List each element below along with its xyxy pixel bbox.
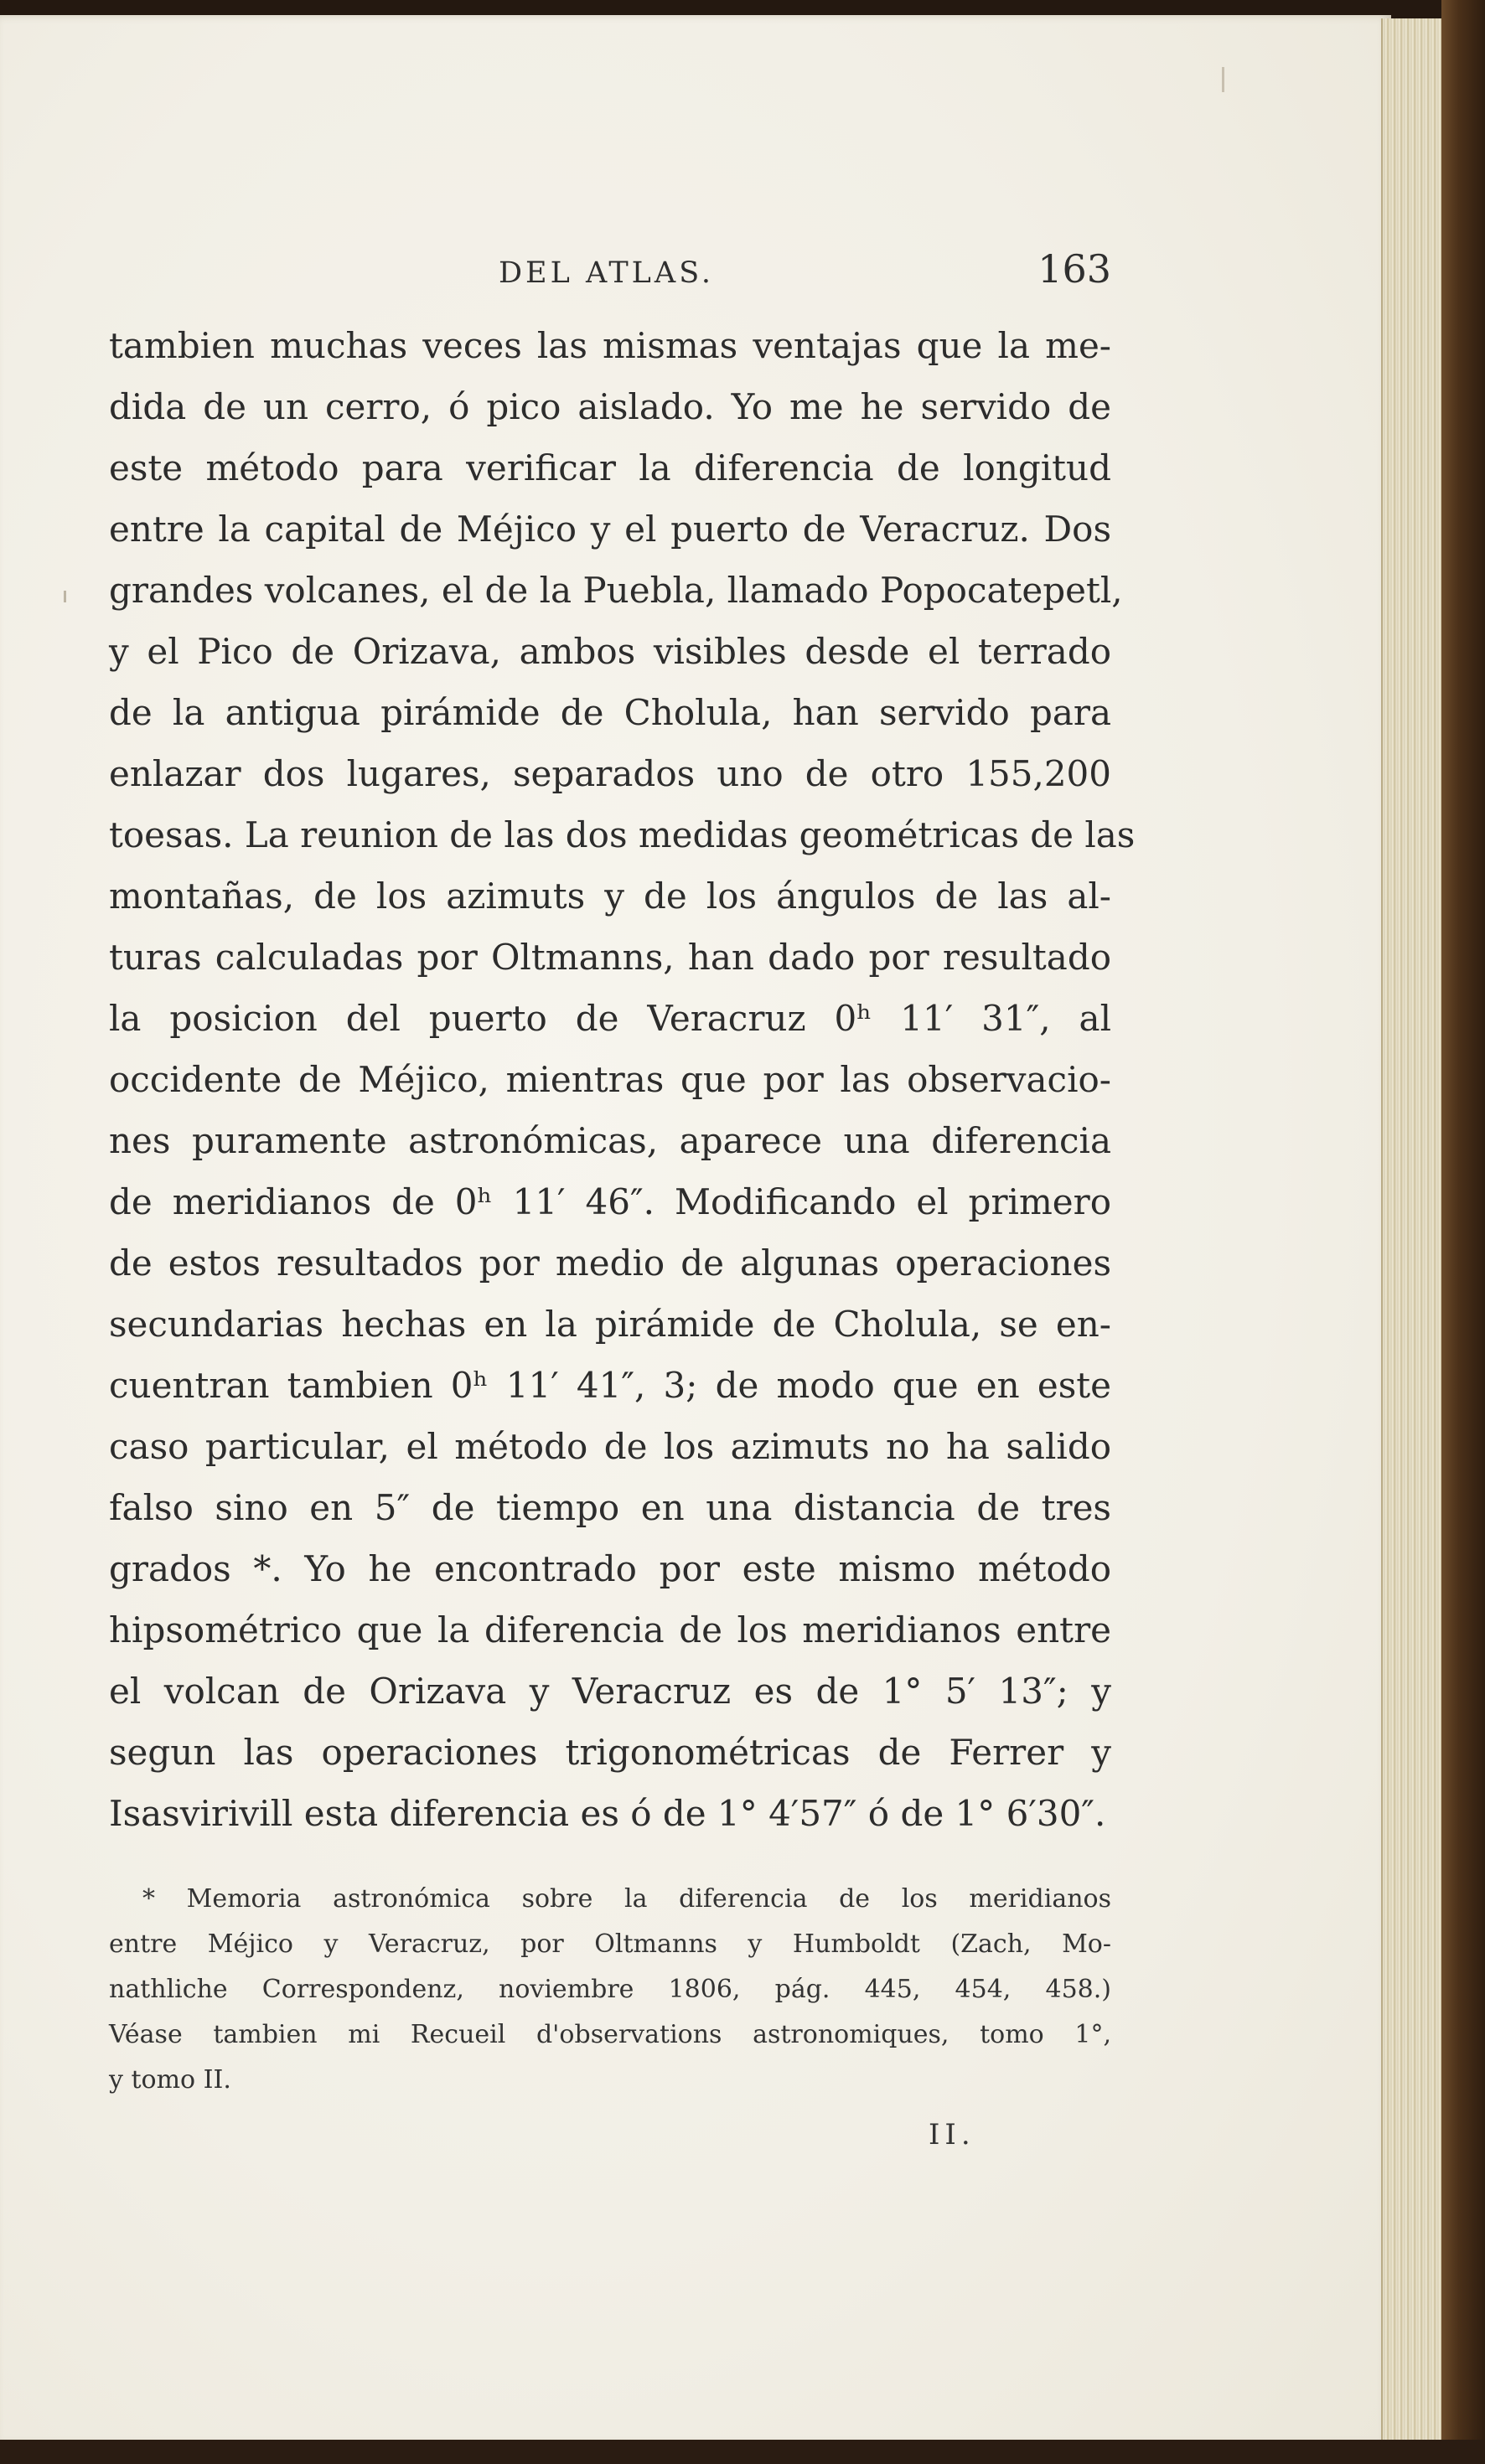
text-line: de meridianos de 0ʰ 11′ 46″. Modificando el primero (109, 1181, 1111, 1222)
text-line: grandes volcanes, el de la Puebla, llamado Popocatepetl, (109, 570, 1123, 611)
text-line: enlazar dos lugares, separados uno de otro 155,200 (109, 753, 1111, 794)
text-line: y el Pico de Orizava, ambos visibles desde el terrado (109, 631, 1111, 672)
text-line: occidente de Méjico, mientras que por las observacio- (109, 1059, 1111, 1100)
book-binding (1441, 0, 1485, 2464)
text-line: grados *. Yo he encontrado por este mismo método (109, 1548, 1111, 1589)
text-line: tambien muchas veces las mismas ventajas que la me- (109, 325, 1111, 366)
running-title: DEL ATLAS. (499, 256, 715, 290)
footnote-line: Véase tambien mi Recueil d'observations astronomiques, tomo 1°, (109, 2020, 1111, 2049)
footnote-line: entre Méjico y Veracruz, por Oltmanns y Humboldt (Zach, Mo- (109, 1929, 1111, 1959)
text-line: este método para verificar la diferencia de longitud (109, 447, 1111, 488)
text-line: nes puramente astronómicas, aparece una diferencia (109, 1120, 1111, 1161)
text-line: entre la capital de Méjico y el puerto de Veracruz. Dos (109, 509, 1111, 550)
running-head (109, 246, 1111, 302)
text-line: toesas. La reunion de las dos medidas geométricas de las (109, 814, 1136, 855)
body-text (109, 315, 1136, 1844)
text-line: secundarias hechas en la pirámide de Cholula, se en- (109, 1304, 1111, 1345)
text-line: caso particular, el método de los azimuts no ha salido (109, 1426, 1111, 1467)
text-line: de estos resultados por medio de algunas operaciones (109, 1242, 1111, 1284)
footnote-line: * Memoria astronómica sobre la diferencia de los meridianos (142, 1884, 1111, 1914)
text-line: cuentran tambien 0ʰ 11′ 41″, 3; de modo que en este (109, 1365, 1111, 1406)
text-line: falso sino en 5″ de tiempo en una distancia de tres (109, 1487, 1111, 1528)
margin-mark (1222, 67, 1224, 92)
page-edges-stack (1381, 18, 1443, 2440)
footnote-block (109, 1877, 1111, 2103)
margin-mark (64, 591, 66, 602)
footnote-line: nathliche Correspondenz, noviembre 1806, pág. 445, 454, 458.) (109, 1975, 1111, 2004)
text-line: turas calculadas por Oltmanns, han dado por resultado (109, 937, 1111, 978)
text-line: Isasvirivill esta diferencia es ó de 1° 4′57″ ó de 1° 6′30″. (109, 1793, 1106, 1834)
footnote-line: y tomo II. (109, 2065, 231, 2095)
text-line: la posicion del puerto de Veracruz 0ʰ 11′ 31″, al (109, 998, 1111, 1039)
text-line: dida de un cerro, ó pico aislado. Yo me he servido de (109, 386, 1111, 427)
text-line: el volcan de Orizava y Veracruz es de 1° 5′ 13″; y (109, 1671, 1111, 1712)
text-line: hipsométrico que la diferencia de los meridianos entre (109, 1609, 1111, 1650)
page-number: 163 (1037, 246, 1111, 292)
text-line: de la antigua pirámide de Cholula, han servido para (109, 692, 1111, 733)
text-line: segun las operaciones trigonométricas de Ferrer y (109, 1732, 1111, 1773)
scan-bottom-edge (0, 2440, 1485, 2464)
signature-mark: II. (929, 2118, 975, 2151)
text-line: montañas, de los azimuts y de los ángulos de las al- (109, 876, 1111, 917)
